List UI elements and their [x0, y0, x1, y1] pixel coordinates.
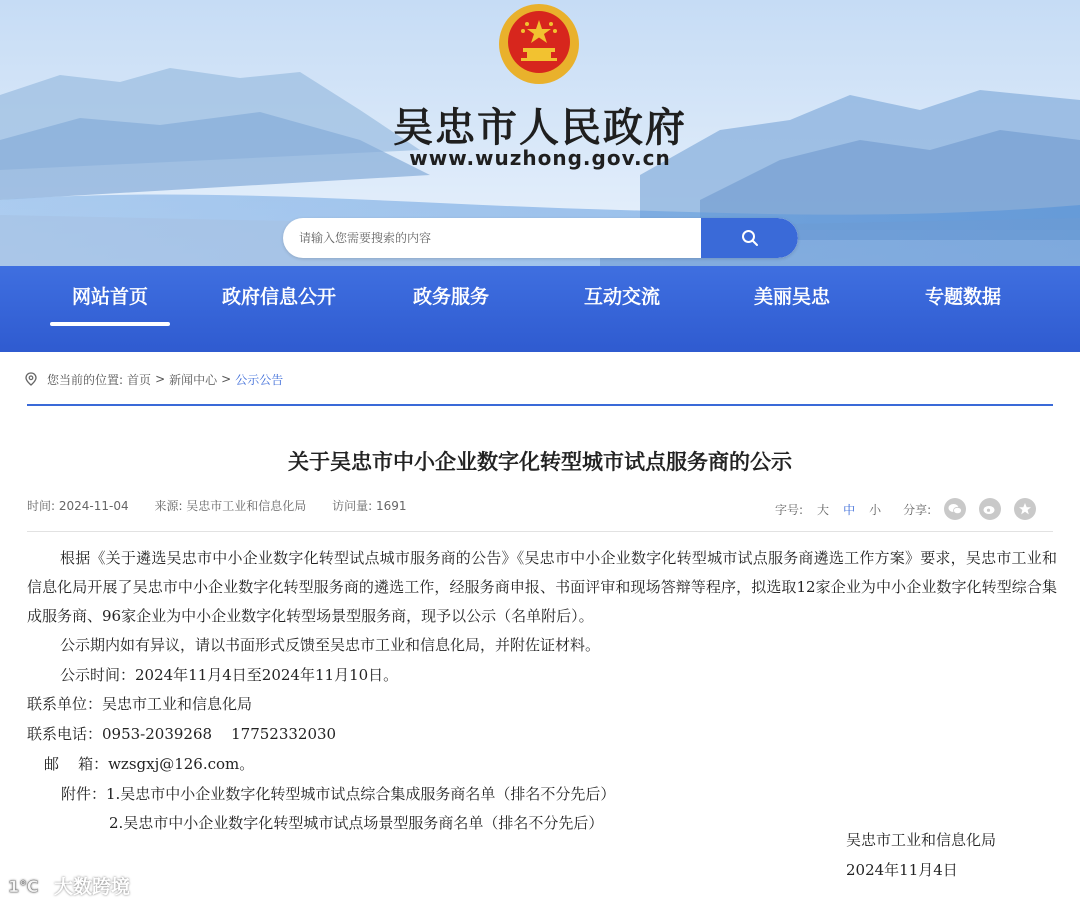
font-size-large[interactable]: 大 — [817, 502, 830, 517]
search-button[interactable] — [701, 218, 798, 258]
breadcrumb-announcements[interactable]: 公示公告 — [235, 372, 284, 387]
contact-email: 邮 箱：wzsgxj@126.com。 — [44, 755, 255, 773]
site-title: 吴忠市人民政府 — [393, 104, 687, 151]
attachment-1: 附件：1.吴忠市中小企业数字化转型城市试点综合集成服务商名单（排名不分先后） — [61, 785, 616, 803]
attachment-2: 2.吴忠市中小企业数字化转型城市试点场景型服务商名单（排名不分先后） — [109, 814, 604, 832]
search-box — [283, 218, 798, 258]
search-icon — [741, 229, 759, 247]
nav-item-gov-info[interactable]: 政府信息公开 — [222, 286, 337, 308]
nav-item-home[interactable]: 网站首页 — [72, 282, 148, 312]
publicity-period: 公示时间：2024年11月4日至2024年11月10日。 — [60, 666, 399, 684]
article-meta — [27, 497, 429, 514]
signature-org: 吴忠市工业和信息化局 — [846, 831, 997, 849]
article-time: 时间: 2024-11-04 — [27, 499, 129, 513]
article-views: 访问量: 1691 — [332, 499, 407, 513]
nav-item-gov-services[interactable]: 政务服务 — [413, 286, 490, 308]
watermark-logo-icon — [8, 874, 50, 898]
watermark-text: 大数跨境 — [54, 876, 131, 898]
nav-item-topic-data[interactable]: 专题数据 — [925, 286, 1002, 308]
qq-icon[interactable] — [1014, 498, 1036, 520]
font-size-label: 字号: — [775, 502, 804, 517]
nav-item-interaction[interactable]: 互动交流 — [584, 286, 661, 308]
signature-date: 2024年11月4日 — [846, 861, 958, 879]
breadcrumb-separator: > — [155, 372, 166, 386]
breadcrumb — [25, 370, 283, 388]
article-paragraph-2: 公示期内如有异议，请以书面形式反馈至吴忠市工业和信息化局，并附佐证材料。 — [60, 636, 601, 654]
breadcrumb-divider — [27, 404, 1053, 406]
site-url: www.wuzhong.gov.cn — [409, 146, 671, 170]
breadcrumb-prefix: 您当前的位置: — [47, 372, 124, 387]
share-label: 分享: — [903, 502, 932, 517]
article-title: 关于吴忠市中小企业数字化转型城市试点服务商的公示 — [288, 450, 792, 474]
location-pin-icon — [25, 372, 37, 386]
watermark — [8, 872, 130, 899]
contact-unit: 联系单位：吴忠市工业和信息化局 — [27, 695, 253, 713]
contact-phone: 联系电话：0953-2039268 17752332030 — [27, 725, 337, 743]
breadcrumb-home[interactable]: 首页 — [127, 372, 152, 387]
wechat-icon[interactable] — [944, 498, 966, 520]
header-banner — [0, 0, 1080, 266]
article-paragraph-1: 根据《关于遴选吴忠市中小企业数字化转型试点城市服务商的公告》《吴忠市中小企业数字化转型城市试点服务商遴选工作方案》要求，吴忠市工业和信息化局开展了吴忠市中小企业数字化转型服务商的遴选工作，经服务商申报、书面评审和现场答辩等程序，拟选取12家企业为中小企业数字化转型综合集成服务商、96家企业为中小企业数字化转型场景型服务商，现予以公示（名单附后）。 — [27, 549, 1057, 625]
font-size-small[interactable]: 小 — [869, 502, 882, 517]
breadcrumb-news-center[interactable]: 新闻中心 — [169, 372, 218, 387]
nav-item-beautiful-wuzhong[interactable]: 美丽吴忠 — [754, 286, 831, 308]
national-emblem-icon — [497, 2, 581, 86]
search-input[interactable] — [283, 218, 701, 258]
breadcrumb-separator: > — [221, 372, 232, 386]
article-tools — [775, 497, 1036, 521]
article-source: 来源: 吴忠市工业和信息化局 — [154, 499, 307, 513]
weibo-icon[interactable] — [979, 498, 1001, 520]
main-nav — [0, 266, 1080, 352]
svg-text:1℃: 1℃ — [8, 876, 39, 896]
meta-divider — [27, 531, 1053, 532]
font-size-medium[interactable]: 中 — [843, 502, 856, 517]
